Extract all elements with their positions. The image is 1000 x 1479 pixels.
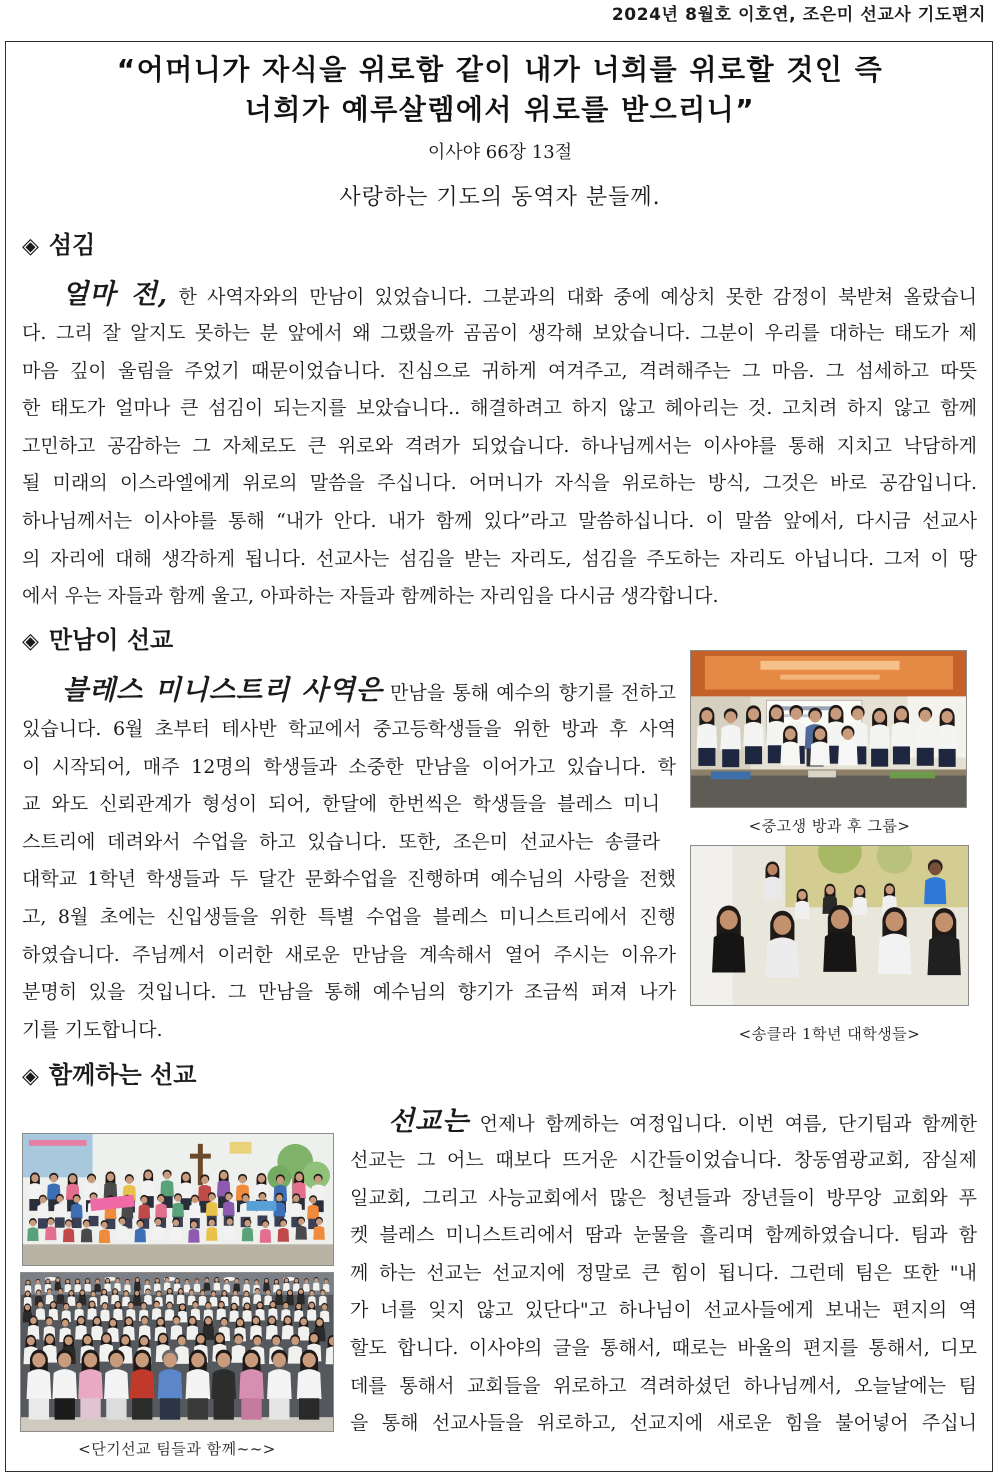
paragraph-line: 교 와도 신뢰관계가 형성이 되어, 한달에 한번씩은 학생들을 블레스 미니 (22, 793, 660, 816)
paragraph-line: 대학교 1학년 학생들과 두 달간 문화수업을 진행하며 예수님의 사랑을 전했 (22, 868, 676, 891)
paragraph-line: 선교는 그 어느 때보다 뜨거운 시간들이었습니다. 창동염광교회, 잠실제 (350, 1149, 977, 1171)
paragraph-line: 을 통해 선교사들을 위로하고, 선교지에 새로운 힘을 불어넣어 주십니 (350, 1412, 977, 1435)
paragraph-line: 이 시작되어, 매주 12명의 학생들과 소중한 만남을 이어가고 있습니다. 학 (22, 755, 676, 778)
paragraph-together (350, 1101, 977, 1443)
paragraph-line: 마음 깊이 울림을 주었기 때문이었습니다. 진심으로 귀하게 여겨주고, 격려해주는 그 마음. 그 섬세하고 따뜻 (22, 359, 977, 382)
first-line-text: 한 사역자와의 만남이 있었습니다. 그분과의 대화 중에 예상치 못한 감정이 북받쳐 올랐습니 (168, 286, 977, 308)
paragraph-line: 다. 그리 잘 알지도 못하는 분 앞에서 왜 그랬을까 곰곰이 생각해 보았습니다. 그분이 우리를 대하는 태도가 제 (22, 322, 977, 344)
photo-church-children-group-image (23, 1134, 333, 1265)
section-heading-encounter (22, 624, 173, 658)
lead-phrase: 블레스 미니스트리 사역은 (62, 675, 383, 706)
paragraph-line: 켓 블레스 미니스트리에서 땀과 눈물을 흘리며 함께하였습니다. 팀과 함 (350, 1224, 977, 1247)
verse-reference: 이사야 66장 13절 (427, 142, 573, 163)
verse-line: “어머니가 자식을 위로함 같이 내가 너희를 위로할 것인 즉 (116, 53, 884, 86)
paragraph-line: 될 미래의 이스라엘에게 위로의 말씀을 주십니다. 어머니가 자식을 위로하는 방식, 그것은 바로 공감입니다. (22, 472, 977, 495)
paragraph-line: 기를 기도합니다. (22, 1018, 163, 1041)
paragraph-line: 분명히 있을 것입니다. 그 만남을 통해 예수님의 향기가 조금씩 퍼져 나가 (22, 981, 676, 1004)
section-heading-service (22, 229, 95, 263)
person-figure (697, 707, 718, 766)
person-figure (743, 705, 764, 764)
lead-phrase: 선교는 (388, 1106, 470, 1137)
paragraph-line: 한 태도가 얼마나 큰 섬김이 되는지를 보았습니다.. 해결하려고 하지 않고 헤아리는 것. 고치려 하지 않고 함께 (22, 397, 977, 420)
paragraph-line: 있습니다. 6월 초부터 테사반 학교에서 중고등학생들을 위한 방과 후 사역 (22, 718, 676, 740)
paragraph-line: 고민하고 공감하는 그 자체로도 큰 위로와 격려가 되었습니다. 하나님께서는 이사야를 통해 지치고 낙담하게 (22, 434, 977, 457)
paragraph-line: 에서 우는 자들과 함께 울고, 아파하는 자들과 함께하는 자리임을 다시금 생각합니다. (22, 585, 719, 608)
paragraph-line: 고, 8월 초에는 신입생들을 위한 특별 수업을 블레스 미니스트리에서 진행 (22, 905, 676, 928)
photo-high-school-group-image (691, 651, 966, 807)
paragraph-first-line (22, 274, 977, 315)
section-title: 만남이 선교 (48, 626, 174, 654)
photo-caption: <송클라 1학년 대학생들> (738, 1025, 921, 1043)
paragraph-line: 데를 통해서 교회들을 위로하고 격려하셨던 하나님께서, 오늘날에는 팀 (350, 1374, 977, 1397)
paragraph-first-line (22, 670, 676, 711)
paragraph-service (22, 274, 977, 616)
person-figure (937, 708, 958, 767)
person-figure (130, 1350, 155, 1420)
paragraph-line: 하나님께서는 이사야를 통해 “내가 안다. 내가 함께 있다”라고 말씀하십니다. 이 말씀 앞에서, 다시금 선교사 (22, 509, 977, 532)
person-figure (891, 706, 912, 765)
person-figure (27, 1350, 52, 1420)
paragraph-line: 가 너를 잊지 않고 있단다"고 하나님이 선교사들에게 보내는 편지의 역 (350, 1299, 977, 1322)
photo-university-students-image (691, 846, 968, 1005)
lead-phrase: 얼마 전, (62, 279, 169, 310)
paragraph-line: 일교회, 그리고 사능교회에서 많은 청년들과 장년들이 방무앙 교회와 푸 (350, 1186, 977, 1209)
paragraph-line: 할도 합니다. 이사야의 글을 통해서, 때로는 바울의 편지를 통해서, 디모 (350, 1336, 977, 1359)
paragraph-first-line (350, 1101, 977, 1142)
paragraph-line: 께 하는 선교는 선교지에 정말로 큰 힘이 됩니다. 그런데 팀은 또한 "내 (350, 1261, 977, 1284)
diamond-bullet-icon: ◈ (22, 1064, 39, 1089)
newsletter-issue-title: 2024년 8월호 이호연, 조은미 선교사 기도편지 (611, 5, 986, 25)
paragraph-line: 스트리에 데려와서 수업을 하고 있습니다. 또한, 조은미 선교사는 송클라 (22, 830, 660, 853)
paragraph-encounter (22, 670, 676, 1049)
first-line-text: 만남을 통해 예수의 향기를 전하고 (382, 682, 676, 704)
person-figure (297, 1350, 322, 1420)
section-heading-together (22, 1059, 196, 1093)
section-title: 함께하는 선교 (48, 1061, 197, 1089)
person-figure (78, 1350, 103, 1420)
greeting: 사랑하는 기도의 동역자 분들께. (339, 185, 661, 210)
person-figure (869, 708, 890, 767)
person-figure (239, 1350, 264, 1420)
photo-high-school-group (690, 650, 967, 808)
photo-short-term-team-crowd-image (21, 1273, 333, 1431)
first-line-text: 언제나 함께하는 여정입니다. 이번 여름, 단기팀과 함께한 (469, 1113, 977, 1135)
photo-short-term-team-crowd (20, 1272, 334, 1432)
photo-university-students (690, 845, 969, 1006)
person-figure (186, 1350, 211, 1420)
diamond-bullet-icon: ◈ (22, 234, 39, 259)
paragraph-line: 의 자리에 대해 생각하게 됩니다. 선교사는 섬김을 받는 자리도, 섬김을 주도하는 자리도 아닙니다. 그저 이 땅 (22, 547, 977, 570)
diamond-bullet-icon: ◈ (22, 629, 39, 654)
verse-line: 너희가 예루살렘에서 위로를 받으리니” (244, 93, 756, 126)
photo-caption: <중고생 방과 후 그룹> (748, 817, 911, 835)
section-title: 섬김 (48, 231, 96, 259)
photo-caption: <단기선교 팀들과 함께~~> (78, 1440, 276, 1458)
paragraph-line: 하였습니다. 주님께서 이러한 새로운 만남을 계속해서 열어 주시는 이유가 (22, 943, 676, 966)
photo-church-children-group (22, 1133, 334, 1266)
